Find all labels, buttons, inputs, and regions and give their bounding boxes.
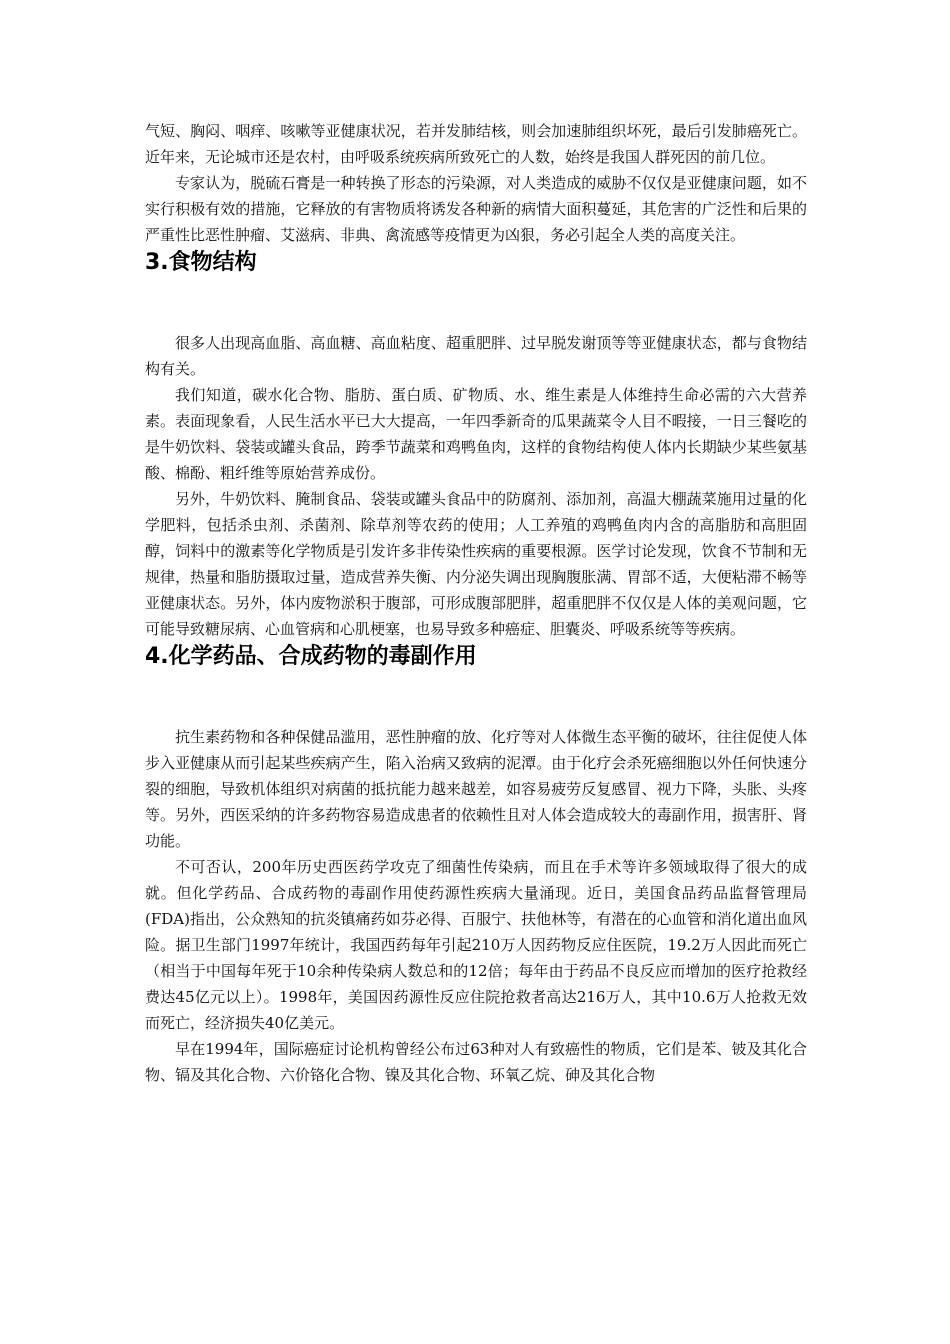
paragraph-food-2: 我们知道，碳水化合物、脂肪、蛋白质、矿物质、水、维生素是人体维持生命必需的六大营养素。表面现象看，人民生活水平已大大提高，一年四季新奇的瓜果蔬菜令人目不暇接，一日三餐吃的是牛奶饮料、袋装或罐头食品，跨季节蔬菜和鸡鸭鱼肉，这样的食物结构使人体内长期缺少某些氨基酸、棉酚、粗纤维等原始营养成份。: [145, 386, 807, 482]
paragraph-drug-1: 抗生素药物和各种保健品滥用，恶性肿瘤的放、化疗等对人体微生态平衡的破坏，往往促使人体步入亚健康从而引起某些疾病产生，陷入治病又致病的泥潭。由于化疗会杀死癌细胞以外任何快速分裂的细胞，导致机体组织对病菌的抵抗能力越来越差，如容易疲劳反复感冒、视力下降，头胀、头疼等。另外，西医采纳的许多药物容易造成患者的依赖性且对人体会造成较大的毒副作用，损害肝、肾功能。: [145, 728, 807, 850]
heading-spacer: [145, 278, 807, 330]
paragraph-drug-3: 早在1994年，国际癌症讨论机构曾经公布过63种对人有致癌性的物质，它们是苯、铍及其化合物、镉及其化合物、六价铬化合物、镍及其化合物、环氧乙烷、砷及其化合物: [145, 1040, 807, 1084]
paragraph-food-3: 另外，牛奶饮料、腌制食品、袋装或罐头食品中的防腐剂、添加剂，高温大棚蔬菜施用过量的化学肥料，包括杀虫剂、杀菌剂、除草剂等农药的使用；人工养殖的鸡鸭鱼肉内含的高脂肪和高胆固醇，饲料中的激素等化学物质是引发许多非传染性疾病的重要根源。医学讨论发现，饮食不节制和无规律，热量和脂肪摄取过量，造成营养失衡、内分泌失调出现胸腹胀满、胃部不适，大便粘滞不畅等亚健康状态。另外，体内废物淤积于腹部，可形成腹部肥胖，超重肥胖不仅仅是人体的美观问题，它可能导致糖尿病、心血管病和心肌梗塞，也易导致多种癌症、胆囊炎、呼吸系统等等疾病。: [145, 490, 807, 638]
paragraph-drug-2: 不可否认，200年历史西医药学攻克了细菌性传染病，而且在手术等许多领域取得了很大的成就。但化学药品、合成药物的毒副作用使药源性疾病大量涌现。近日，美国食品药品监督管理局(FDA)指出，公众熟知的抗炎镇痛药如芬必得、百服宁、扶他林等，有潜在的心血管和消化道出血风险。据卫生部门1997年统计，我国西药每年引起210万人因药物反应住医院，19.2万人因此而死亡（相当于中国每年死于10余种传染病人数总和的12倍；每年由于药品不良反应而增加的医疗抢救经费达45亿元以上）。1998年，美国因药源性反应住院抢救者高达216万人，其中10.6万人抢救无效而死亡，经济损失40亿美元。: [145, 858, 807, 1032]
paragraph-food-1: 很多人出现高血脂、高血糖、高血粘度、超重肥胖、过早脱发谢顶等等亚健康状态，都与食物结构有关。: [145, 334, 807, 378]
section-heading-food-structure: 3.食物结构: [145, 250, 257, 275]
document-body: [145, 118, 807, 1088]
paragraph-intro-1: 气短、胸闷、咽痒、咳嗽等亚健康状况，若并发肺结核，则会加速肺组织坏死，最后引发肺癌死亡。近年来，无论城市还是农村，由呼吸系统疾病所致死亡的人数，始终是我国人群死因的前几位。: [145, 122, 807, 166]
heading-spacer: [145, 672, 807, 724]
paragraph-intro-2: 专家认为，脱硫石膏是一种转换了形态的污染源，对人类造成的威胁不仅仅是亚健康问题，如不实行积极有效的措施，它释放的有害物质将诱发各种新的病情大面积蔓延，其危害的广泛性和后果的严重性比恶性肿瘤、艾滋病、非典、禽流感等疫情更为凶狠，务必引起全人类的高度关注。: [145, 174, 807, 244]
section-heading-drug-side-effects: 4.化学药品、合成药物的毒副作用: [145, 644, 477, 669]
